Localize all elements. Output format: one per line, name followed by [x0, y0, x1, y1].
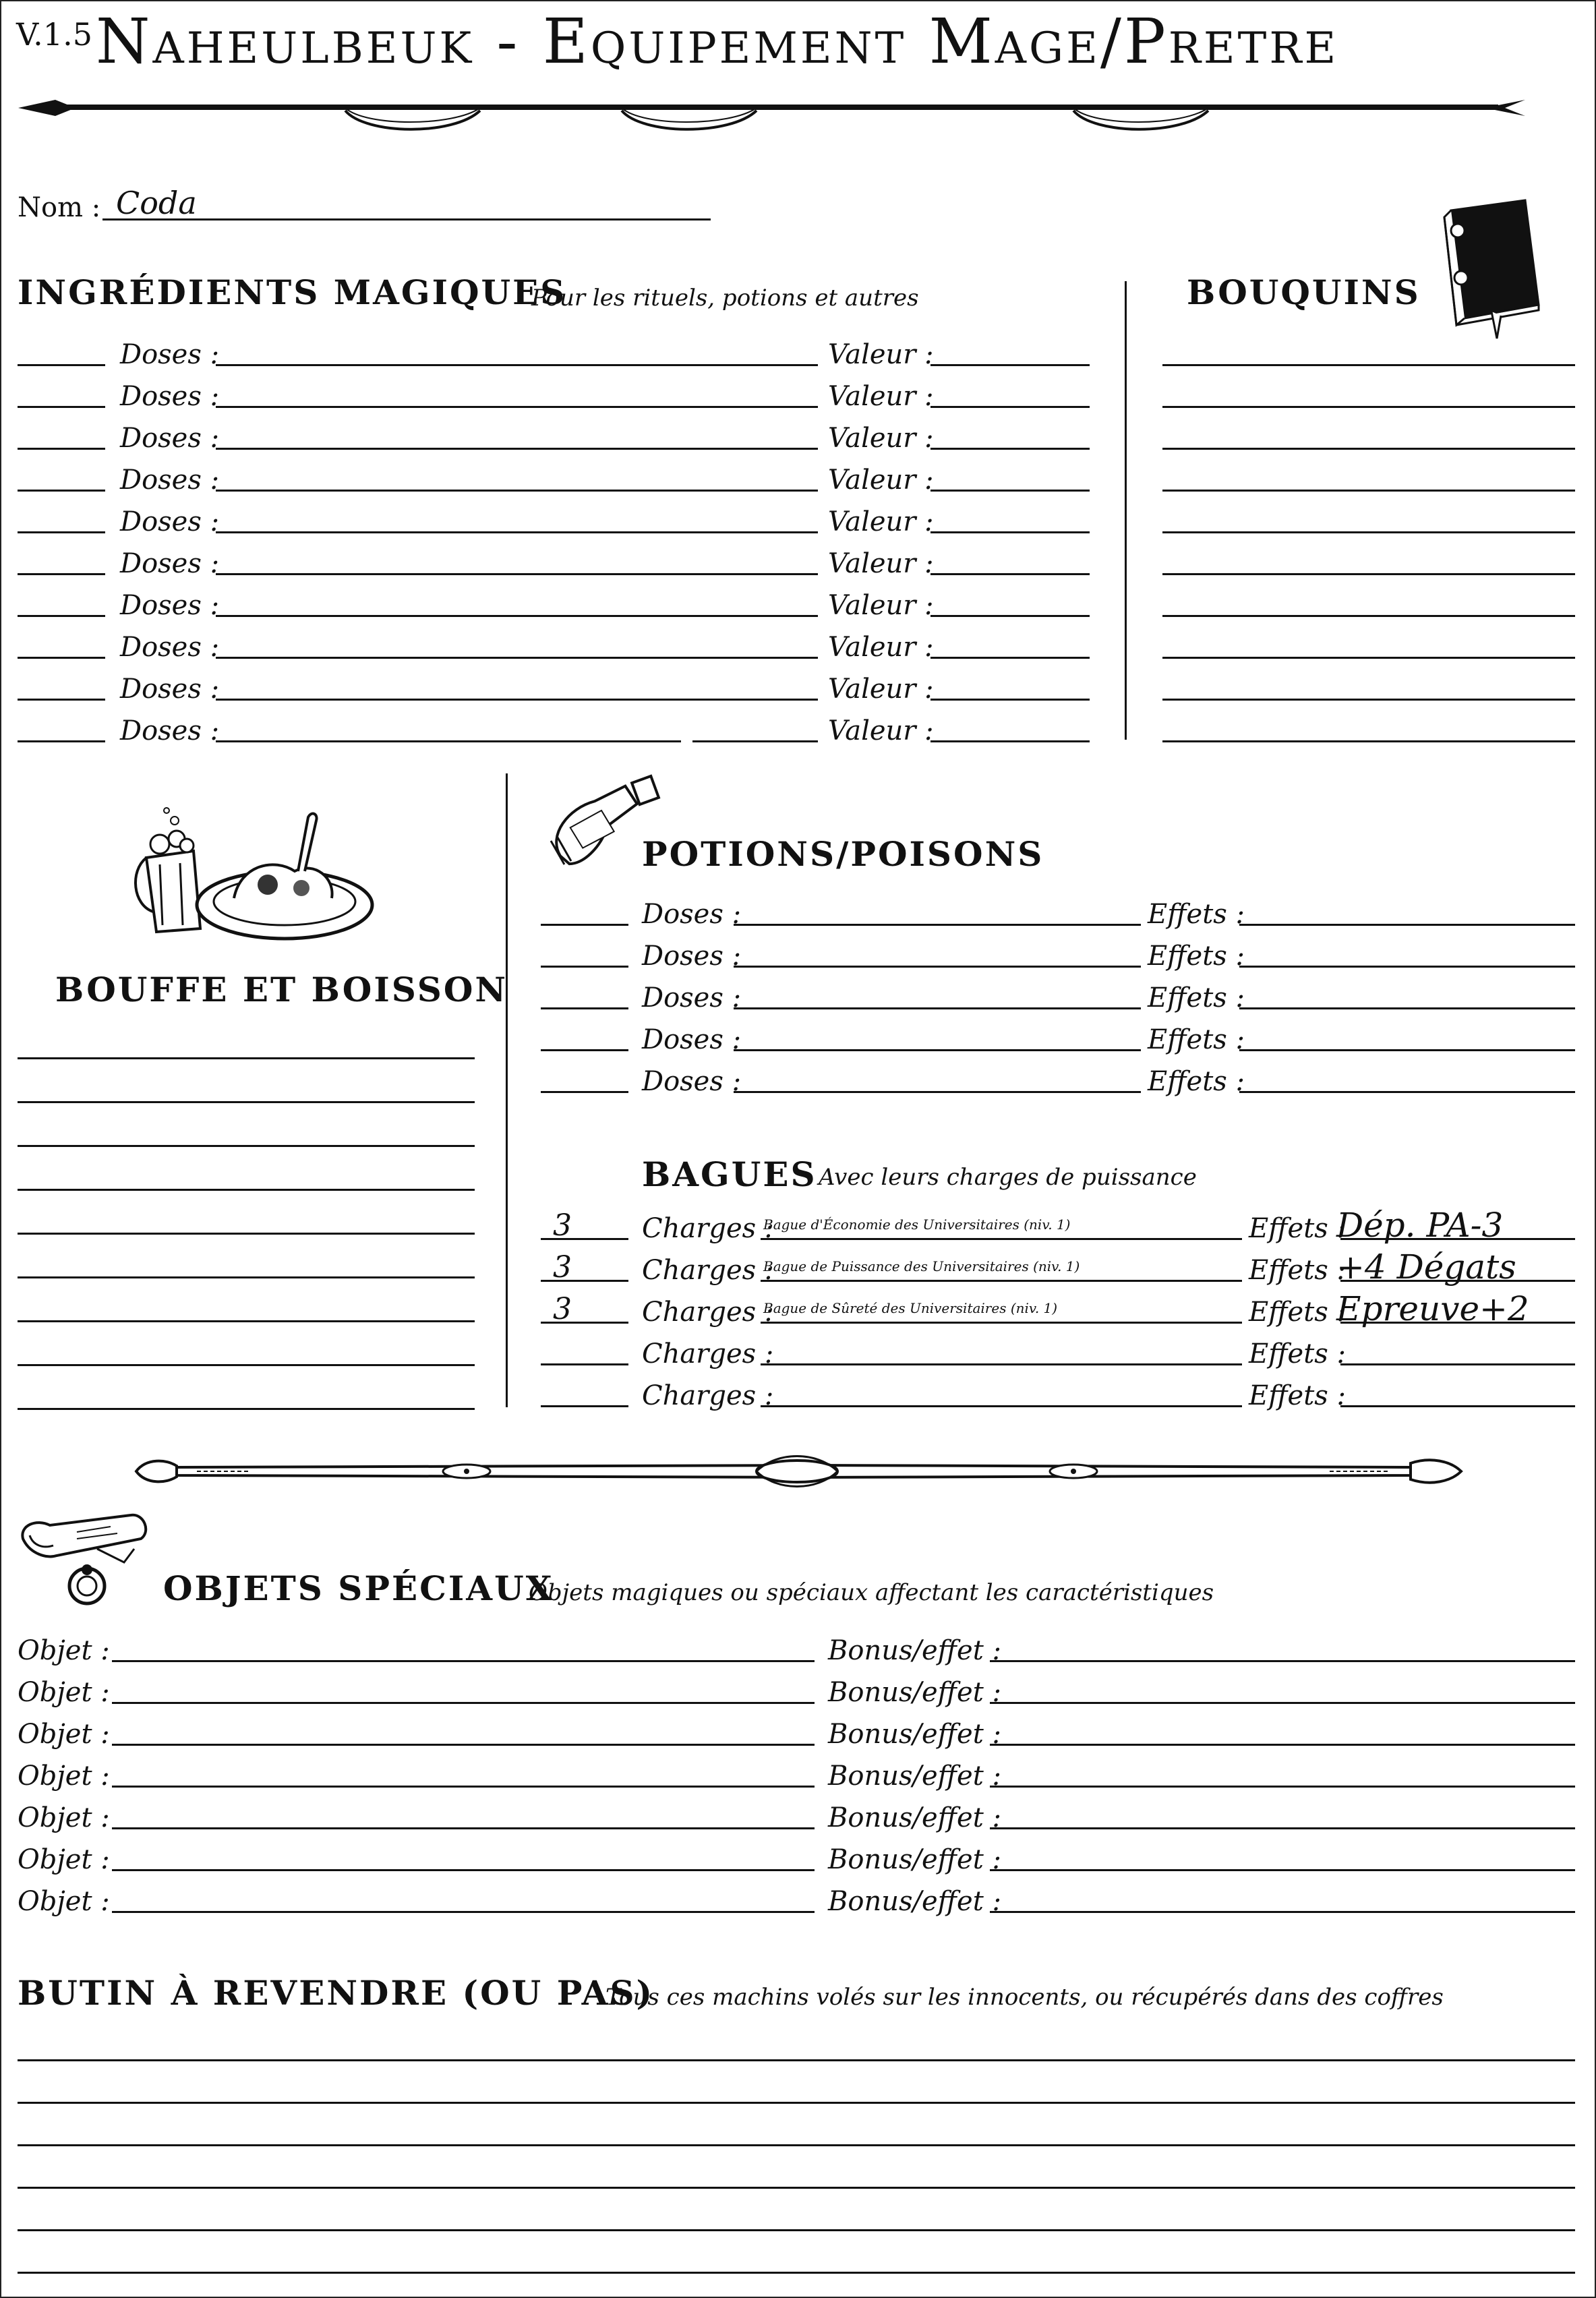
ingredient-name-field[interactable]	[216, 699, 818, 701]
bague-name-value[interactable]: Bague d'Économie des Universitaires (niv. 1)	[763, 1216, 1071, 1233]
doses-label: Doses :	[120, 674, 220, 705]
bouquin-line[interactable]	[1162, 490, 1575, 492]
potion-name-field[interactable]	[734, 1049, 1141, 1051]
bague-count-value[interactable]: 3	[553, 1208, 572, 1243]
bouquin-line[interactable]	[1162, 699, 1575, 701]
objet-label: Objet :	[18, 1886, 110, 1917]
potion-qty-field[interactable]	[541, 966, 628, 968]
ingredient-name-field[interactable]	[216, 740, 681, 742]
doses-label: Doses :	[120, 548, 220, 579]
potions-title: POTIONS/POISONS	[642, 834, 1044, 874]
ingredient-value-field[interactable]	[930, 448, 1090, 450]
bonus-field[interactable]	[990, 1911, 1575, 1913]
charges-label: Charges :	[642, 1338, 774, 1369]
ingredient-value-field[interactable]	[930, 740, 1090, 742]
objet-field[interactable]	[112, 1786, 815, 1788]
ingredient-name-field[interactable]	[216, 490, 818, 492]
bonus-label: Bonus/effet :	[828, 1719, 1001, 1750]
butin-line[interactable]	[18, 2272, 1575, 2274]
valeur-label: Valeur :	[828, 465, 934, 496]
spear-divider-icon	[15, 88, 1532, 148]
effets-label: Effets :	[1148, 941, 1245, 972]
bague-effect-value[interactable]: Dép. PA-3	[1336, 1206, 1504, 1245]
bague-name-field[interactable]	[761, 1322, 1242, 1324]
doses-label: Doses :	[120, 339, 220, 370]
charges-label: Charges :	[642, 1213, 774, 1244]
butin-line[interactable]	[18, 2144, 1575, 2146]
ingredient-qty-field[interactable]	[18, 406, 105, 408]
objets-title: OBJETS SPÉCIAUX	[163, 1568, 554, 1608]
ingredient-name-field[interactable]	[216, 531, 818, 533]
doses-label: Doses :	[120, 506, 220, 537]
butin-line[interactable]	[18, 2229, 1575, 2231]
potion-qty-field[interactable]	[541, 1007, 628, 1009]
ingredient-name-field[interactable]	[216, 615, 818, 617]
objet-field[interactable]	[112, 1744, 815, 1746]
doses-label: Doses :	[120, 465, 220, 496]
effets-label: Effets :	[1249, 1255, 1347, 1286]
bonus-label: Bonus/effet :	[828, 1802, 1001, 1833]
ingredient-name-field[interactable]	[216, 364, 818, 366]
objets-subtitle: Objets magiques ou spéciaux affectant les caractéristiques	[529, 1579, 1214, 1606]
objet-label: Objet :	[18, 1802, 110, 1833]
scroll-ring-icon	[16, 1512, 151, 1613]
objet-label: Objet :	[18, 1677, 110, 1708]
effets-label: Effets :	[1249, 1297, 1347, 1328]
page-title: Naheulbeuk - Equipement Mage/Pretre	[96, 5, 1339, 78]
bonus-field[interactable]	[990, 1786, 1575, 1788]
ingredients-subtitle: Pour les rituels, potions et autres	[531, 285, 919, 312]
butin-line[interactable]	[18, 2187, 1575, 2189]
effets-label: Effets :	[1148, 1066, 1245, 1097]
effets-label: Effets :	[1148, 1024, 1245, 1055]
bouquin-line[interactable]	[1162, 531, 1575, 533]
bouquin-line[interactable]	[1162, 573, 1575, 575]
potion-effect-field[interactable]	[1239, 966, 1575, 968]
doses-label: Doses :	[120, 381, 220, 412]
ingredient-qty-field[interactable]	[18, 657, 105, 659]
valeur-label: Valeur :	[828, 590, 934, 621]
bonus-label: Bonus/effet :	[828, 1886, 1001, 1917]
butin-subtitle: Tous ces machins volés sur les innocents, ou récupérés dans des coffres	[605, 1984, 1444, 2011]
butin-line[interactable]	[18, 2102, 1575, 2104]
bouquin-line[interactable]	[1162, 740, 1575, 742]
column-divider-middle	[506, 773, 508, 1407]
potion-effect-field[interactable]	[1239, 1091, 1575, 1093]
potion-effect-field[interactable]	[1239, 1007, 1575, 1009]
bague-effect-value[interactable]: Epreuve+2	[1336, 1289, 1529, 1328]
effets-label: Effets :	[1249, 1380, 1347, 1411]
potion-qty-field[interactable]	[541, 1091, 628, 1093]
bague-count-value[interactable]: 3	[553, 1250, 572, 1285]
ingredient-qty-field[interactable]	[18, 364, 105, 366]
bouffe-line[interactable]	[18, 1145, 475, 1147]
potion-name-field[interactable]	[734, 924, 1141, 926]
valeur-label: Valeur :	[828, 506, 934, 537]
bonus-label: Bonus/effet :	[828, 1761, 1001, 1792]
bouffe-line[interactable]	[18, 1189, 475, 1191]
bouquin-line[interactable]	[1162, 364, 1575, 366]
objet-field[interactable]	[112, 1869, 815, 1871]
doses-label: Doses :	[120, 590, 220, 621]
ingredient-qty-field[interactable]	[18, 615, 105, 617]
bonus-label: Bonus/effet :	[828, 1677, 1001, 1708]
ingredient-qty-field[interactable]	[18, 448, 105, 450]
bague-name-field[interactable]	[761, 1280, 1242, 1282]
ingredients-title: INGRÉDIENTS MAGIQUES	[18, 272, 567, 312]
ingredient-value-field[interactable]	[930, 364, 1090, 366]
ingredient-name-field[interactable]	[216, 573, 818, 575]
book-icon	[1438, 197, 1545, 338]
charges-label: Charges :	[642, 1380, 774, 1411]
effets-label: Effets :	[1249, 1213, 1347, 1244]
doses-label: Doses :	[642, 899, 742, 930]
bagues-subtitle: Avec leurs charges de puissance	[819, 1164, 1197, 1191]
bague-effect-field[interactable]	[1340, 1405, 1575, 1407]
bouffe-line[interactable]	[18, 1057, 475, 1059]
bonus-label: Bonus/effet :	[828, 1844, 1001, 1875]
bonus-label: Bonus/effet :	[828, 1635, 1001, 1666]
bouquin-line[interactable]	[1162, 615, 1575, 617]
objet-label: Objet :	[18, 1635, 110, 1666]
doses-label: Doses :	[642, 1066, 742, 1097]
ingredient-qty-field[interactable]	[18, 531, 105, 533]
bague-count-field[interactable]	[541, 1405, 628, 1407]
bouffe-line[interactable]	[18, 1101, 475, 1103]
doses-label: Doses :	[642, 941, 742, 972]
ingredient-value-field[interactable]	[930, 531, 1090, 533]
bague-name-value[interactable]: Bague de Puissance des Universitaires (niv. 1)	[763, 1258, 1080, 1274]
staff-divider-icon	[129, 1451, 1465, 1492]
potion-effect-field[interactable]	[1239, 1049, 1575, 1051]
ingredient-value-field[interactable]	[930, 573, 1090, 575]
bague-effect-value[interactable]: +4 Dégats	[1336, 1247, 1516, 1287]
bouquin-line[interactable]	[1162, 406, 1575, 408]
valeur-label: Valeur :	[828, 632, 934, 663]
bouffe-line[interactable]	[18, 1408, 475, 1410]
bouquins-title: BOUQUINS	[1187, 272, 1421, 312]
objet-label: Objet :	[18, 1719, 110, 1750]
objet-label: Objet :	[18, 1844, 110, 1875]
bouffe-line[interactable]	[18, 1364, 475, 1366]
bouquin-line[interactable]	[1162, 448, 1575, 450]
bague-count-field[interactable]	[541, 1363, 628, 1365]
effets-label: Effets :	[1148, 899, 1245, 930]
ingredient-value-field[interactable]	[930, 699, 1090, 701]
version-label: V.1.5	[16, 16, 92, 53]
potion-effect-field[interactable]	[1239, 924, 1575, 926]
ingredient-name-field-extra[interactable]	[692, 740, 818, 742]
doses-label: Doses :	[642, 1024, 742, 1055]
effets-label: Effets :	[1249, 1338, 1347, 1369]
ingredient-name-field[interactable]	[216, 406, 818, 408]
butin-line[interactable]	[18, 2059, 1575, 2061]
ingredient-name-field[interactable]	[216, 657, 818, 659]
bague-count-value[interactable]: 3	[553, 1292, 572, 1326]
butin-title: BUTIN À REVENDRE (OU PAS)	[18, 1973, 655, 2013]
valeur-label: Valeur :	[828, 381, 934, 412]
nom-label: Nom :	[18, 192, 101, 223]
objet-field[interactable]	[112, 1827, 815, 1829]
bonus-field[interactable]	[990, 1827, 1575, 1829]
bouffe-line[interactable]	[18, 1233, 475, 1235]
bonus-field[interactable]	[990, 1869, 1575, 1871]
ingredient-qty-field[interactable]	[18, 740, 105, 742]
valeur-label: Valeur :	[828, 715, 934, 746]
potion-qty-field[interactable]	[541, 1049, 628, 1051]
objet-field[interactable]	[112, 1702, 815, 1704]
bague-name-field[interactable]	[761, 1405, 1242, 1407]
charges-label: Charges :	[642, 1255, 774, 1286]
nom-line	[102, 218, 711, 220]
ingredient-value-field[interactable]	[930, 490, 1090, 492]
ingredient-qty-field[interactable]	[18, 699, 105, 701]
ingredient-qty-field[interactable]	[18, 490, 105, 492]
nom-value[interactable]: Coda	[116, 185, 197, 221]
objet-label: Objet :	[18, 1761, 110, 1792]
bagues-title: BAGUES	[642, 1154, 817, 1194]
ingredient-value-field[interactable]	[930, 657, 1090, 659]
valeur-label: Valeur :	[828, 548, 934, 579]
ingredient-value-field[interactable]	[930, 406, 1090, 408]
potion-name-field[interactable]	[734, 1091, 1141, 1093]
valeur-label: Valeur :	[828, 423, 934, 454]
bague-name-field[interactable]	[761, 1363, 1242, 1365]
objet-field[interactable]	[112, 1911, 815, 1913]
valeur-label: Valeur :	[828, 674, 934, 705]
effets-label: Effets :	[1148, 982, 1245, 1013]
potion-name-field[interactable]	[734, 1007, 1141, 1009]
valeur-label: Valeur :	[828, 339, 934, 370]
column-divider-top	[1125, 281, 1127, 740]
ingredient-qty-field[interactable]	[18, 573, 105, 575]
potion-qty-field[interactable]	[541, 924, 628, 926]
bouffe-line[interactable]	[18, 1320, 475, 1322]
bague-name-value[interactable]: Bague de Sûreté des Universitaires (niv. 1)	[763, 1300, 1058, 1316]
food-plate-icon	[140, 804, 376, 945]
bague-name-field[interactable]	[761, 1238, 1242, 1240]
charges-label: Charges :	[642, 1297, 774, 1328]
doses-label: Doses :	[120, 632, 220, 663]
ingredient-name-field[interactable]	[216, 448, 818, 450]
doses-label: Doses :	[120, 423, 220, 454]
bouffe-title: BOUFFE ET BOISSON	[55, 970, 508, 1009]
bonus-field[interactable]	[990, 1660, 1575, 1662]
bonus-field[interactable]	[990, 1702, 1575, 1704]
doses-label: Doses :	[120, 715, 220, 746]
potion-name-field[interactable]	[734, 966, 1141, 968]
bouquin-line[interactable]	[1162, 657, 1575, 659]
ingredient-value-field[interactable]	[930, 615, 1090, 617]
bonus-field[interactable]	[990, 1744, 1575, 1746]
objet-field[interactable]	[112, 1660, 815, 1662]
doses-label: Doses :	[642, 982, 742, 1013]
bague-effect-field[interactable]	[1340, 1363, 1575, 1365]
bouffe-line[interactable]	[18, 1276, 475, 1278]
